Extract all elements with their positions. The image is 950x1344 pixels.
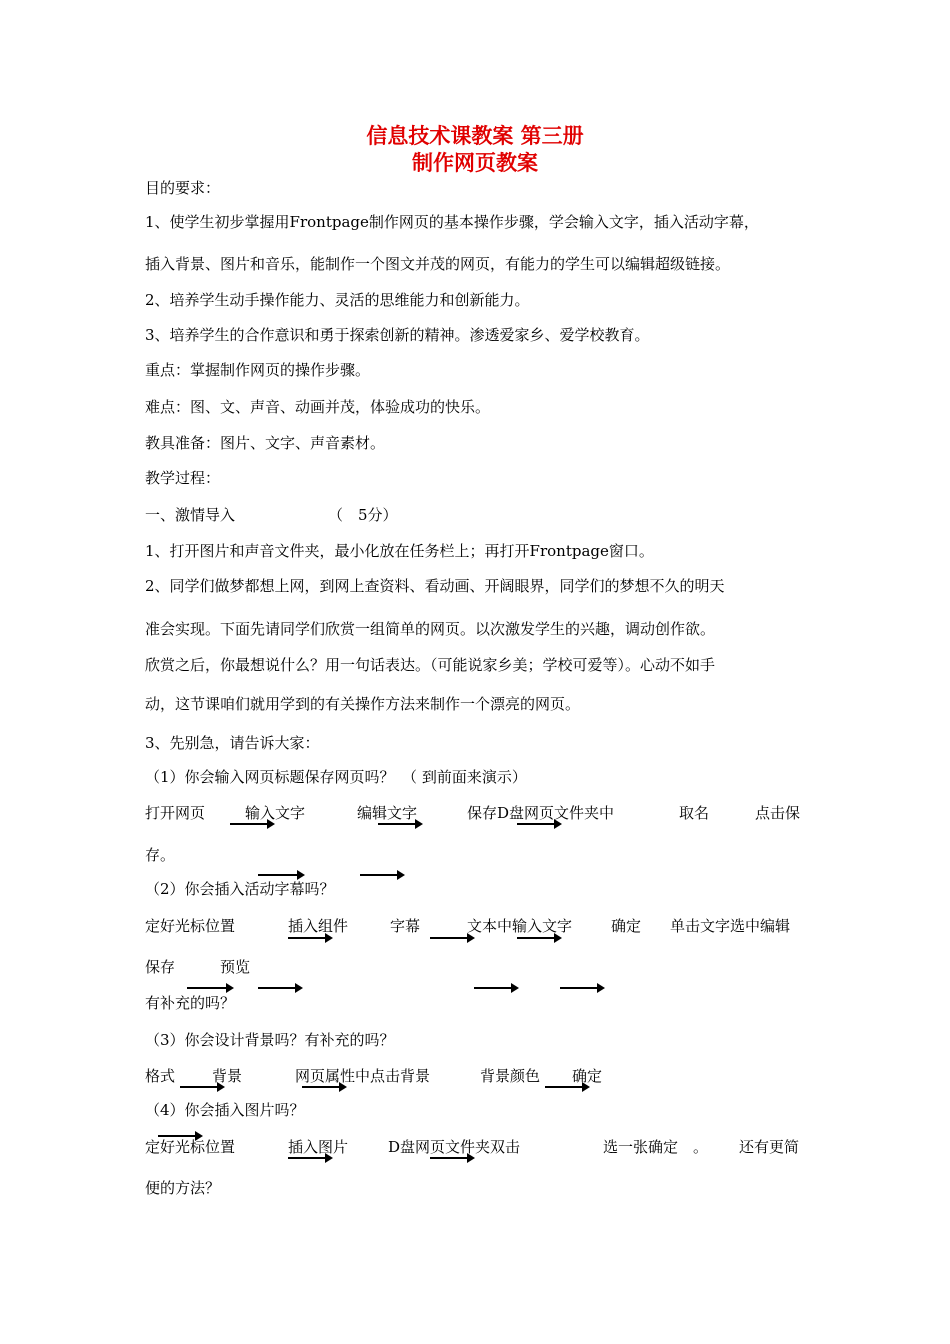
flow1-step: 取名 (679, 804, 710, 822)
document-subtitle: 制作网页教案 (412, 150, 538, 175)
question-2-more: 有补充的吗？ (145, 994, 236, 1012)
flow4-step: 插入图片 (288, 1138, 349, 1156)
flow1-step: 保存D盘网页文件夹中 (467, 804, 615, 822)
para-3a: 欣赏之后，你最想说什么？用一句话表达。（可能说家乡美；学校可爱等）。心动不如手 (145, 656, 716, 674)
flow2-step: 字幕 (390, 917, 421, 935)
flow-arrow-icon (545, 1086, 583, 1088)
flow1-step: 点击保 (755, 804, 801, 822)
goal-1a: 1、使学生初步掌握用Frontpage制作网页的基本操作步骤，学会输入文字，插入活动字幕， (145, 213, 759, 231)
flow-arrow-icon (288, 1157, 326, 1159)
flow-arrow-icon (560, 987, 598, 989)
flow3-step: 格式 (145, 1067, 176, 1085)
flow-arrow-icon (378, 823, 416, 825)
para-2a: 2、同学们做梦都想上网，到网上查资料、看动画、开阔眼界，同学们的梦想不久的明天 (145, 577, 725, 595)
question-3: （3）你会设计背景吗？有补充的吗？ (145, 1031, 395, 1049)
flow1-step: 输入文字 (245, 804, 306, 822)
difficulty: 难点：图、文、声音、动画并茂，体验成功的快乐。 (145, 398, 491, 416)
flow3-step: 网页属性中点击背景 (295, 1067, 431, 1085)
para-2b: 准会实现。下面先请同学们欣赏一组简单的网页。以次激发学生的兴趣，调动创作欲。 (145, 620, 716, 638)
document-title: 信息技术课教案 第三册 (366, 123, 584, 148)
flow2-step: 预览 (220, 958, 251, 976)
question-2: （2）你会插入活动字幕吗？ (145, 880, 335, 898)
flow-arrow-icon (230, 823, 268, 825)
key-point: 重点：掌握制作网页的操作步骤。 (145, 361, 371, 379)
flow2-step: 插入组件 (288, 917, 349, 935)
para-1: 1、打开图片和声音文件夹，最小化放在任务栏上；再打开Frontpage窗口。 (145, 542, 654, 560)
flow4-step: 还有更简 (739, 1138, 800, 1156)
flow2-step: 文本中输入文字 (467, 917, 573, 935)
flow-arrow-icon (430, 1157, 468, 1159)
flow-arrow-icon (430, 937, 468, 939)
flow3-step: 背景 (212, 1067, 243, 1085)
step-1-time: （ 5分） (328, 506, 398, 524)
flow-arrow-icon (517, 937, 555, 939)
flow2-step: 确定 (611, 917, 642, 935)
process-header: 教学过程： (145, 469, 221, 487)
flow1-step: 编辑文字 (357, 804, 418, 822)
flow2-step: 单击文字选中编辑 (670, 917, 791, 935)
question-1-end: 存。 (145, 846, 176, 864)
flow3-step: 背景颜色 (480, 1067, 541, 1085)
tools: 教具准备：图片、文字、声音素材。 (145, 434, 386, 452)
flow4-step: 定好光标位置 (145, 1138, 236, 1156)
flow2-step: 保存 (145, 958, 176, 976)
flow4-step: 选一张确定 。 (603, 1138, 709, 1156)
flow-arrow-icon (474, 987, 512, 989)
flow4-step: D盘网页文件夹双击 (388, 1138, 521, 1156)
flow-arrow-icon (517, 823, 555, 825)
flow-arrow-icon (258, 874, 298, 876)
flow1-step: 打开网页 (145, 804, 206, 822)
flow-arrow-icon (258, 987, 296, 989)
para-4: 3、先别急，请告诉大家： (145, 734, 320, 752)
flow-arrow-icon (187, 987, 227, 989)
flow-arrow-icon (360, 874, 398, 876)
goal-3: 3、培养学生的合作意识和勇于探索创新的精神。渗透爱家乡、爱学校教育。 (145, 326, 650, 344)
flow-arrow-icon (288, 937, 326, 939)
flow2-step: 定好光标位置 (145, 917, 236, 935)
flow3-step: 确定 (572, 1067, 603, 1085)
step-1: 一、激情导入 (145, 506, 236, 524)
flow-arrow-icon (302, 1086, 340, 1088)
para-3b: 动，这节课咱们就用学到的有关操作方法来制作一个漂亮的网页。 (145, 695, 581, 713)
question-4-end: 便的方法？ (145, 1179, 221, 1197)
goals-header: 目的要求： (145, 179, 221, 197)
flow-arrow-icon (180, 1086, 218, 1088)
question-4: （4）你会插入图片吗？ (145, 1101, 305, 1119)
goal-2: 2、培养学生动手操作能力、灵活的思维能力和创新能力。 (145, 291, 530, 309)
goal-1b: 插入背景、图片和音乐，能制作一个图文并茂的网页，有能力的学生可以编辑超级链接。 (145, 255, 731, 273)
question-1: （1）你会输入网页标题保存网页吗？ （ 到前面来演示） (145, 768, 527, 786)
